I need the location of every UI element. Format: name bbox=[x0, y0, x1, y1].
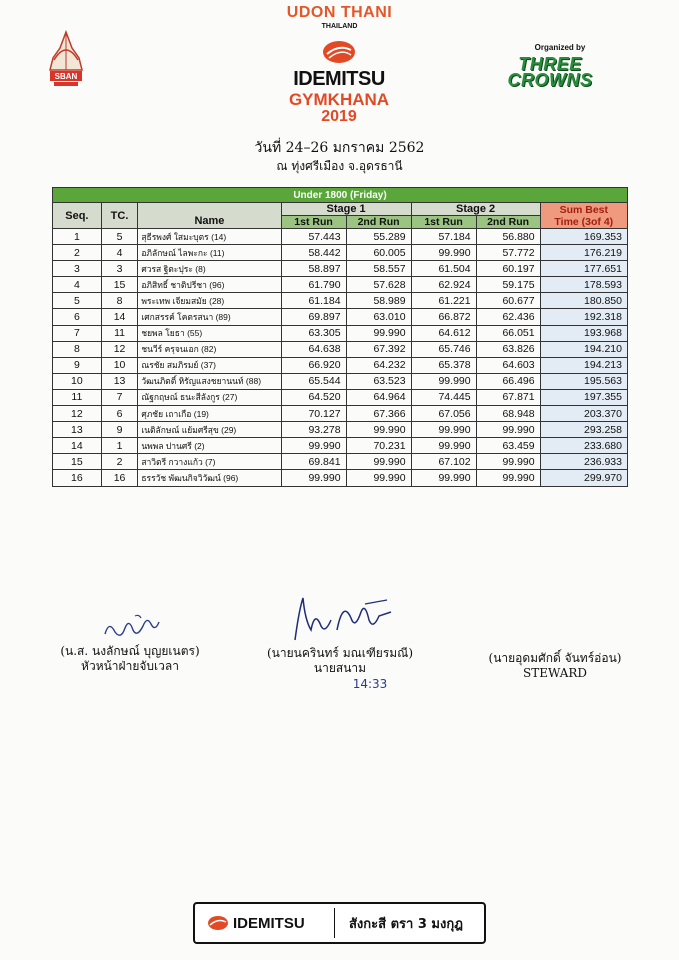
table-row bbox=[53, 245, 628, 261]
row-s2-run2: 56.880 bbox=[476, 229, 540, 245]
row-s2-run2: 64.603 bbox=[476, 357, 540, 373]
row-s2-run1: 74.445 bbox=[411, 389, 476, 405]
row-s1-run2: 67.366 bbox=[346, 406, 411, 422]
row-name: เศกสรรค์ โคตรสนา (89) bbox=[138, 309, 281, 325]
signature-clerk-of-course bbox=[245, 590, 435, 692]
table-row bbox=[53, 277, 628, 293]
row-s1-run2: 99.990 bbox=[346, 470, 411, 486]
row-s1-run2: 63.010 bbox=[346, 309, 411, 325]
row-s2-run1: 61.504 bbox=[411, 261, 476, 277]
row-tc: 1 bbox=[101, 438, 138, 454]
row-sum-best: 233.680 bbox=[540, 438, 627, 454]
col-s1-run1: 1st Run bbox=[281, 216, 346, 229]
event-country: THAILAND bbox=[321, 23, 358, 30]
row-s1-run1: 61.184 bbox=[281, 293, 346, 309]
row-tc: 9 bbox=[101, 422, 138, 438]
col-s1-run2: 2nd Run bbox=[346, 216, 411, 229]
idemitsu-gymkhana-logo bbox=[264, 38, 414, 125]
row-s2-run1: 99.990 bbox=[411, 422, 476, 438]
handwritten-signature-icon bbox=[275, 590, 405, 646]
row-s2-run2: 63.826 bbox=[476, 341, 540, 357]
row-tc: 14 bbox=[101, 309, 138, 325]
row-s1-run2: 58.557 bbox=[346, 261, 411, 277]
row-s2-run2: 66.051 bbox=[476, 325, 540, 341]
row-sum-best: 299.970 bbox=[540, 470, 627, 486]
row-sum-best: 177.651 bbox=[540, 261, 627, 277]
row-tc: 11 bbox=[101, 325, 138, 341]
table-row bbox=[53, 373, 628, 389]
row-s1-run1: 61.790 bbox=[281, 277, 346, 293]
row-name: ชนวีร์ ครุจนเอก (82) bbox=[138, 341, 281, 357]
row-seq: 5 bbox=[53, 293, 102, 309]
row-s2-run1: 99.990 bbox=[411, 438, 476, 454]
row-s2-run2: 67.871 bbox=[476, 389, 540, 405]
row-name: อภิสิทธิ์ ชาติปรีชา (96) bbox=[138, 277, 281, 293]
row-s2-run2: 57.772 bbox=[476, 245, 540, 261]
series-year: 2019 bbox=[321, 108, 357, 125]
table-row bbox=[53, 389, 628, 405]
row-seq: 12 bbox=[53, 406, 102, 422]
row-s2-run2: 63.459 bbox=[476, 438, 540, 454]
row-tc: 6 bbox=[101, 406, 138, 422]
organizer-label: Organized by bbox=[534, 43, 586, 52]
table-row bbox=[53, 438, 628, 454]
row-sum-best: 236.933 bbox=[540, 454, 627, 470]
col-s2-run1: 1st Run bbox=[411, 216, 476, 229]
row-tc: 8 bbox=[101, 293, 138, 309]
col-sum-best bbox=[540, 203, 627, 229]
row-sum-best: 193.968 bbox=[540, 325, 627, 341]
organizer-line1: THREE bbox=[518, 54, 582, 74]
association-logo-text: SBAN bbox=[54, 72, 78, 81]
row-s2-run2: 62.436 bbox=[476, 309, 540, 325]
table-row bbox=[53, 406, 628, 422]
row-sum-best: 192.318 bbox=[540, 309, 627, 325]
signed-time: 14:33 bbox=[352, 677, 388, 691]
row-s1-run2: 58.989 bbox=[346, 293, 411, 309]
row-name: ศวรส ฐิตะปุระ (8) bbox=[138, 261, 281, 277]
row-s2-run1: 99.990 bbox=[411, 470, 476, 486]
steward-role: STEWARD bbox=[522, 666, 588, 680]
row-seq: 11 bbox=[53, 389, 102, 405]
row-s2-run2: 59.175 bbox=[476, 277, 540, 293]
row-s2-run2: 60.677 bbox=[476, 293, 540, 309]
footer-brand: IDEMITSU bbox=[233, 914, 305, 932]
row-s1-run2: 99.990 bbox=[346, 422, 411, 438]
col-seq: Seq. bbox=[53, 203, 102, 229]
row-seq: 14 bbox=[53, 438, 102, 454]
row-name: สุธีรพงศ์ ใสมะบุตร (14) bbox=[138, 229, 281, 245]
row-s2-run1: 67.056 bbox=[411, 406, 476, 422]
row-s1-run1: 63.305 bbox=[281, 325, 346, 341]
brand-name: IDEMITSU bbox=[293, 68, 385, 90]
row-s2-run1: 65.378 bbox=[411, 357, 476, 373]
col-tc: TC. bbox=[101, 203, 138, 229]
steward-name: (นายอุดมศักดิ์ จันทร์อ่อน) bbox=[488, 651, 622, 665]
row-s1-run1: 58.897 bbox=[281, 261, 346, 277]
row-s1-run1: 99.990 bbox=[281, 438, 346, 454]
association-logo bbox=[46, 30, 86, 88]
row-s1-run2: 64.232 bbox=[346, 357, 411, 373]
row-s1-run1: 69.841 bbox=[281, 454, 346, 470]
row-sum-best: 197.355 bbox=[540, 389, 627, 405]
row-seq: 6 bbox=[53, 309, 102, 325]
row-s1-run1: 64.520 bbox=[281, 389, 346, 405]
sum-best-line1: Sum Best bbox=[559, 203, 609, 216]
row-tc: 13 bbox=[101, 373, 138, 389]
clerk-name: (นายนครินทร์ มณเฑียรมณี) bbox=[266, 646, 413, 660]
footer-tagline: สังกะสี ตรา 3 มงกุฎ bbox=[349, 916, 463, 932]
timing-chief-name: (น.ส. นงลักษณ์ บุญยเนตร) bbox=[60, 644, 200, 658]
sum-best-line2: Time (3of 4) bbox=[554, 215, 614, 228]
event-city: UDON THANI bbox=[286, 4, 393, 21]
organizer-line2: CROWNS bbox=[507, 70, 593, 90]
table-row bbox=[53, 422, 628, 438]
row-name: พระเทพ เจียมสมัย (28) bbox=[138, 293, 281, 309]
row-seq: 16 bbox=[53, 470, 102, 486]
table-row bbox=[53, 341, 628, 357]
row-s1-run1: 93.278 bbox=[281, 422, 346, 438]
idemitsu-emblem-icon bbox=[207, 915, 229, 931]
signature-steward bbox=[460, 651, 650, 681]
row-sum-best: 194.210 bbox=[540, 341, 627, 357]
row-name: ชยพล โยธา (55) bbox=[138, 325, 281, 341]
row-tc: 3 bbox=[101, 261, 138, 277]
table-row bbox=[53, 229, 628, 245]
row-sum-best: 169.353 bbox=[540, 229, 627, 245]
row-tc: 5 bbox=[101, 229, 138, 245]
table-row bbox=[53, 309, 628, 325]
row-sum-best: 176.219 bbox=[540, 245, 627, 261]
row-tc: 2 bbox=[101, 454, 138, 470]
table-row bbox=[53, 454, 628, 470]
row-s1-run2: 70.231 bbox=[346, 438, 411, 454]
row-tc: 15 bbox=[101, 277, 138, 293]
row-name: ณัฐกฤษณ์ ธนะสีลังกูร (27) bbox=[138, 389, 281, 405]
row-s2-run1: 61.221 bbox=[411, 293, 476, 309]
row-tc: 7 bbox=[101, 389, 138, 405]
row-s2-run2: 99.990 bbox=[476, 454, 540, 470]
organizer-block bbox=[485, 43, 615, 88]
col-s2-run2: 2nd Run bbox=[476, 216, 540, 229]
idemitsu-emblem-icon bbox=[319, 38, 359, 64]
row-s1-run2: 63.523 bbox=[346, 373, 411, 389]
row-seq: 1 bbox=[53, 229, 102, 245]
table-row bbox=[53, 293, 628, 309]
handwritten-signature-icon bbox=[95, 610, 165, 644]
row-sum-best: 293.258 bbox=[540, 422, 627, 438]
row-s2-run1: 62.924 bbox=[411, 277, 476, 293]
table-row bbox=[53, 261, 628, 277]
table-row bbox=[53, 470, 628, 486]
row-name: สาวิตรี กวางแก้ว (7) bbox=[138, 454, 281, 470]
row-s2-run1: 65.746 bbox=[411, 341, 476, 357]
row-s1-run2: 57.628 bbox=[346, 277, 411, 293]
event-venue: ณ ทุ่งศรีเมือง จ.อุดรธานี bbox=[276, 159, 403, 173]
row-seq: 4 bbox=[53, 277, 102, 293]
row-s1-run1: 66.920 bbox=[281, 357, 346, 373]
row-s1-run1: 99.990 bbox=[281, 470, 346, 486]
row-seq: 3 bbox=[53, 261, 102, 277]
signature-timing-chief bbox=[40, 610, 220, 674]
row-tc: 12 bbox=[101, 341, 138, 357]
row-s2-run2: 99.990 bbox=[476, 422, 540, 438]
row-seq: 8 bbox=[53, 341, 102, 357]
header-event bbox=[0, 4, 679, 30]
row-s2-run2: 66.496 bbox=[476, 373, 540, 389]
results-table bbox=[52, 187, 628, 487]
row-seq: 10 bbox=[53, 373, 102, 389]
class-title: Under 1800 (Friday) bbox=[53, 188, 628, 203]
row-sum-best: 195.563 bbox=[540, 373, 627, 389]
row-seq: 9 bbox=[53, 357, 102, 373]
row-s1-run1: 64.638 bbox=[281, 341, 346, 357]
row-seq: 7 bbox=[53, 325, 102, 341]
clerk-role: นายสนาม bbox=[313, 661, 367, 675]
row-s2-run1: 57.184 bbox=[411, 229, 476, 245]
row-name: วัฒนภิตติ์ หิรัญแสงชยานนท์ (88) bbox=[138, 373, 281, 389]
row-seq: 2 bbox=[53, 245, 102, 261]
row-s2-run1: 99.990 bbox=[411, 245, 476, 261]
row-s2-run1: 67.102 bbox=[411, 454, 476, 470]
col-name: Name bbox=[138, 203, 281, 229]
row-s1-run2: 67.392 bbox=[346, 341, 411, 357]
row-s1-run1: 58.442 bbox=[281, 245, 346, 261]
row-tc: 16 bbox=[101, 470, 138, 486]
row-name: เนติลักษณ์ แย้มศรีสุข (29) bbox=[138, 422, 281, 438]
row-s1-run2: 99.990 bbox=[346, 454, 411, 470]
sponsor-footer bbox=[193, 902, 486, 944]
row-name: ณรชัย สมภิรมย์ (37) bbox=[138, 357, 281, 373]
row-s2-run1: 99.990 bbox=[411, 373, 476, 389]
row-seq: 13 bbox=[53, 422, 102, 438]
row-s2-run2: 60.197 bbox=[476, 261, 540, 277]
timing-chief-role: หัวหน้าฝ่ายจับเวลา bbox=[81, 659, 179, 673]
row-s1-run1: 70.127 bbox=[281, 406, 346, 422]
row-s1-run1: 69.897 bbox=[281, 309, 346, 325]
row-s1-run2: 99.990 bbox=[346, 325, 411, 341]
col-stage1: Stage 1 bbox=[281, 203, 411, 216]
row-tc: 10 bbox=[101, 357, 138, 373]
row-s2-run2: 68.948 bbox=[476, 406, 540, 422]
row-s1-run2: 64.964 bbox=[346, 389, 411, 405]
row-s2-run1: 64.612 bbox=[411, 325, 476, 341]
table-row bbox=[53, 325, 628, 341]
row-sum-best: 178.593 bbox=[540, 277, 627, 293]
row-name: อภิลักษณ์ ไลพะกะ (11) bbox=[138, 245, 281, 261]
row-sum-best: 203.370 bbox=[540, 406, 627, 422]
row-seq: 15 bbox=[53, 454, 102, 470]
table-row bbox=[53, 357, 628, 373]
row-s1-run2: 60.005 bbox=[346, 245, 411, 261]
row-s1-run1: 65.544 bbox=[281, 373, 346, 389]
row-name: ธรรวัช พัฒนกิจวิวัฒน์ (96) bbox=[138, 470, 281, 486]
row-sum-best: 180.850 bbox=[540, 293, 627, 309]
row-s2-run2: 99.990 bbox=[476, 470, 540, 486]
event-date: วันที่ 24–26 มกราคม 2562 bbox=[254, 140, 425, 156]
row-sum-best: 194.213 bbox=[540, 357, 627, 373]
row-name: นพพล ปานศรี (2) bbox=[138, 438, 281, 454]
row-s1-run2: 55.289 bbox=[346, 229, 411, 245]
row-s1-run1: 57.443 bbox=[281, 229, 346, 245]
row-name: ศุภชัย เถาเกือ (19) bbox=[138, 406, 281, 422]
series-name: GYMKHANA bbox=[288, 90, 390, 109]
row-tc: 4 bbox=[101, 245, 138, 261]
row-s2-run1: 66.872 bbox=[411, 309, 476, 325]
footer-brand-block bbox=[195, 908, 335, 938]
col-stage2: Stage 2 bbox=[411, 203, 540, 216]
